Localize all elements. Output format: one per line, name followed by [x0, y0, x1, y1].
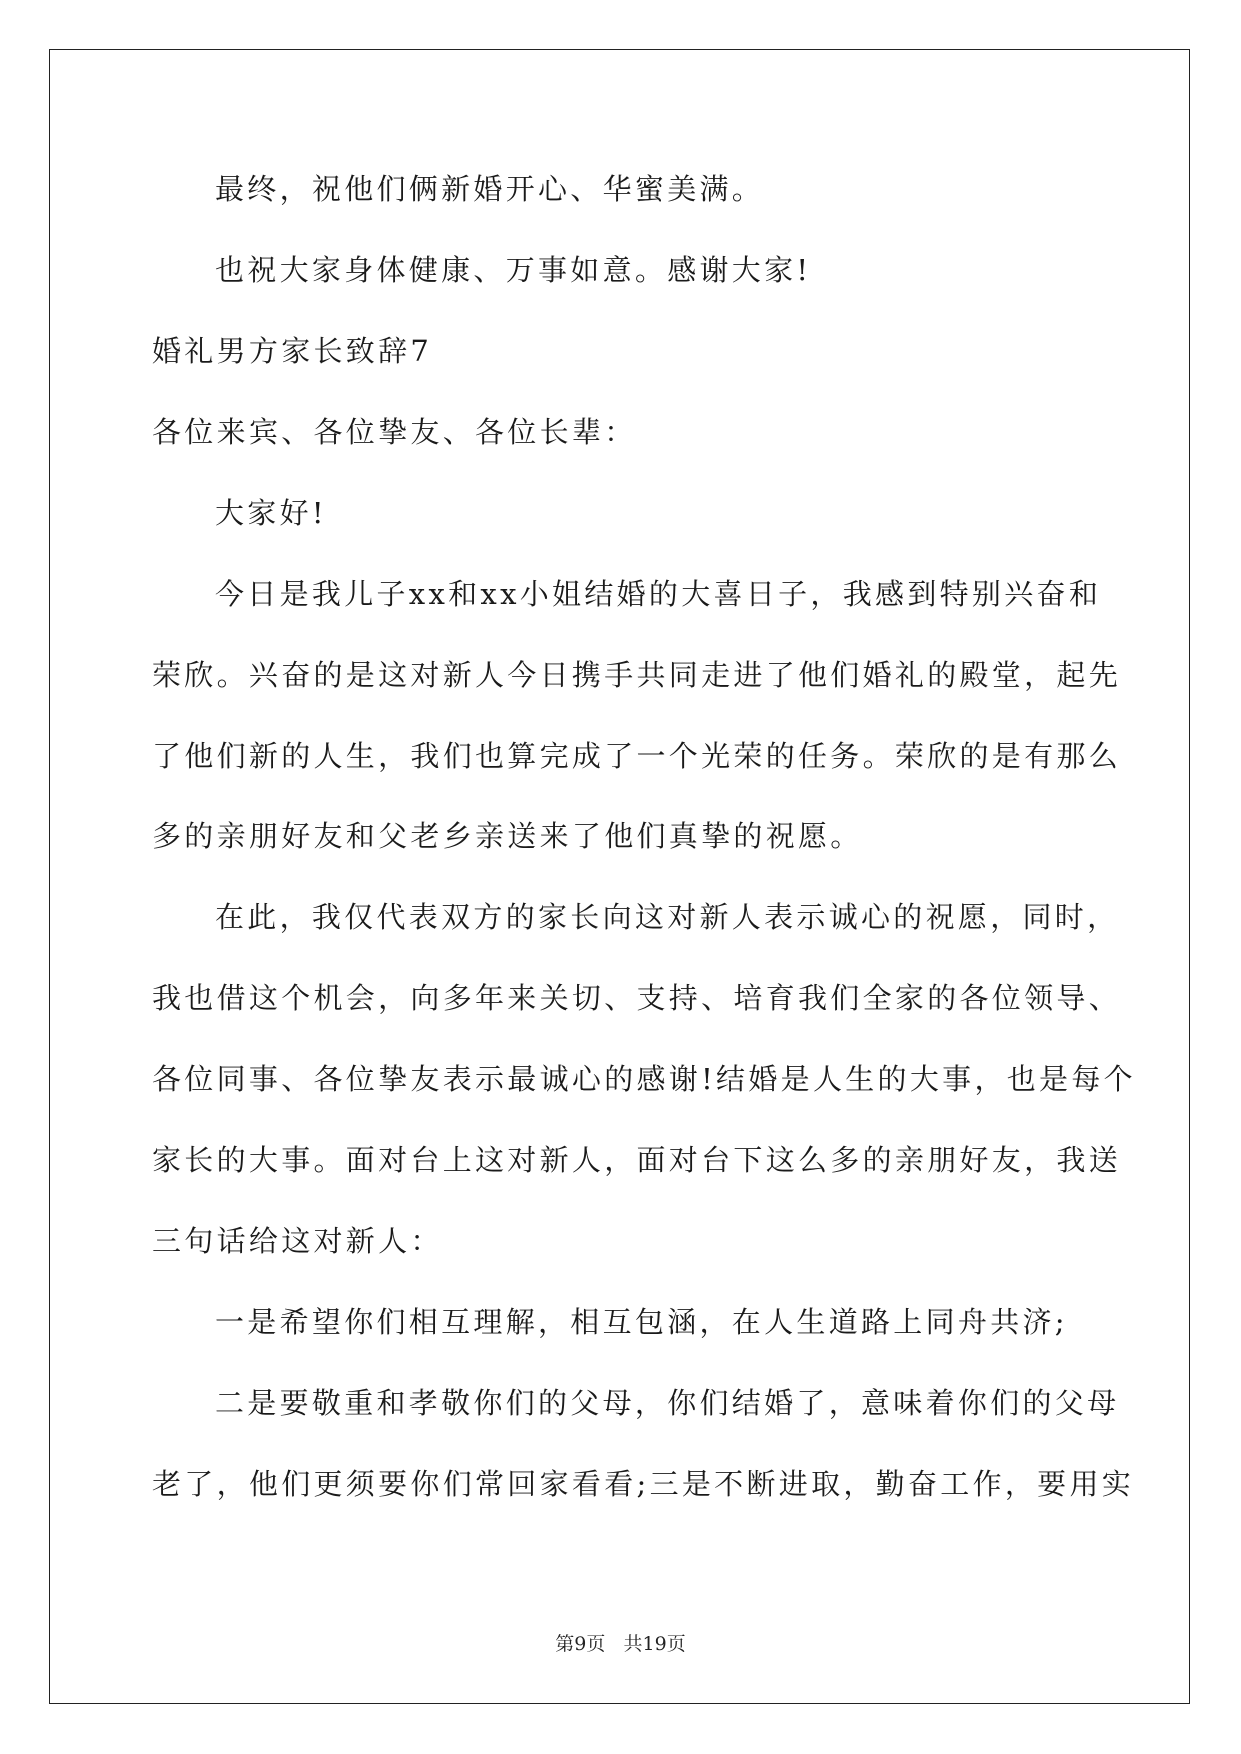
paragraph-line: 了他们新的人生，我们也算完成了一个光荣的任务。荣欣的是有那么 [152, 739, 1122, 773]
paragraph-line: 今日是我儿子xx和xx小姐结婚的大喜日子，我感到特别兴奋和 [215, 577, 1102, 611]
paragraph-line: 多的亲朋好友和父老乡亲送来了他们真挚的祝愿。 [152, 819, 863, 853]
paragraph-line: 我也借这个机会，向多年来关切、支持、培育我们全家的各位领导、 [152, 981, 1122, 1015]
paragraph-line: 荣欣。兴奋的是这对新人今日携手共同走进了他们婚礼的殿堂，起先 [152, 658, 1122, 692]
page-footer [0, 1632, 1241, 1656]
paragraph-line: 老了，他们更须要你们常回家看看;三是不断进取，勤奋工作，要用实 [152, 1467, 1135, 1501]
salutation-line: 各位来宾、各位挚友、各位长辈： [152, 415, 637, 449]
paragraph-line: 各位同事、各位挚友表示最诚心的感谢!结婚是人生的大事，也是每个 [152, 1062, 1136, 1096]
paragraph-line: 二是要敬重和孝敬你们的父母，你们结婚了，意味着你们的父母 [215, 1386, 1120, 1420]
paragraph-line: 一是希望你们相互理解，相互包涵，在人生道路上同舟共济; [215, 1305, 1068, 1339]
paragraph-line: 在此，我仅代表双方的家长向这对新人表示诚心的祝愿，同时， [215, 900, 1120, 934]
paragraph-line: 大家好! [215, 496, 327, 530]
page-number: 第9页 [555, 1633, 606, 1655]
paragraph-line: 三句话给这对新人： [152, 1224, 443, 1258]
page-border [49, 49, 1190, 1704]
paragraph-line: 也祝大家身体健康、万事如意。感谢大家! [215, 253, 812, 287]
section-heading: 婚礼男方家长致辞7 [152, 334, 433, 368]
paragraph-line: 家长的大事。面对台上这对新人，面对台下这么多的亲朋好友，我送 [152, 1143, 1122, 1177]
paragraph-line: 最终，祝他们俩新婚开心、华蜜美满。 [215, 172, 765, 206]
page-total: 共19页 [623, 1633, 686, 1655]
